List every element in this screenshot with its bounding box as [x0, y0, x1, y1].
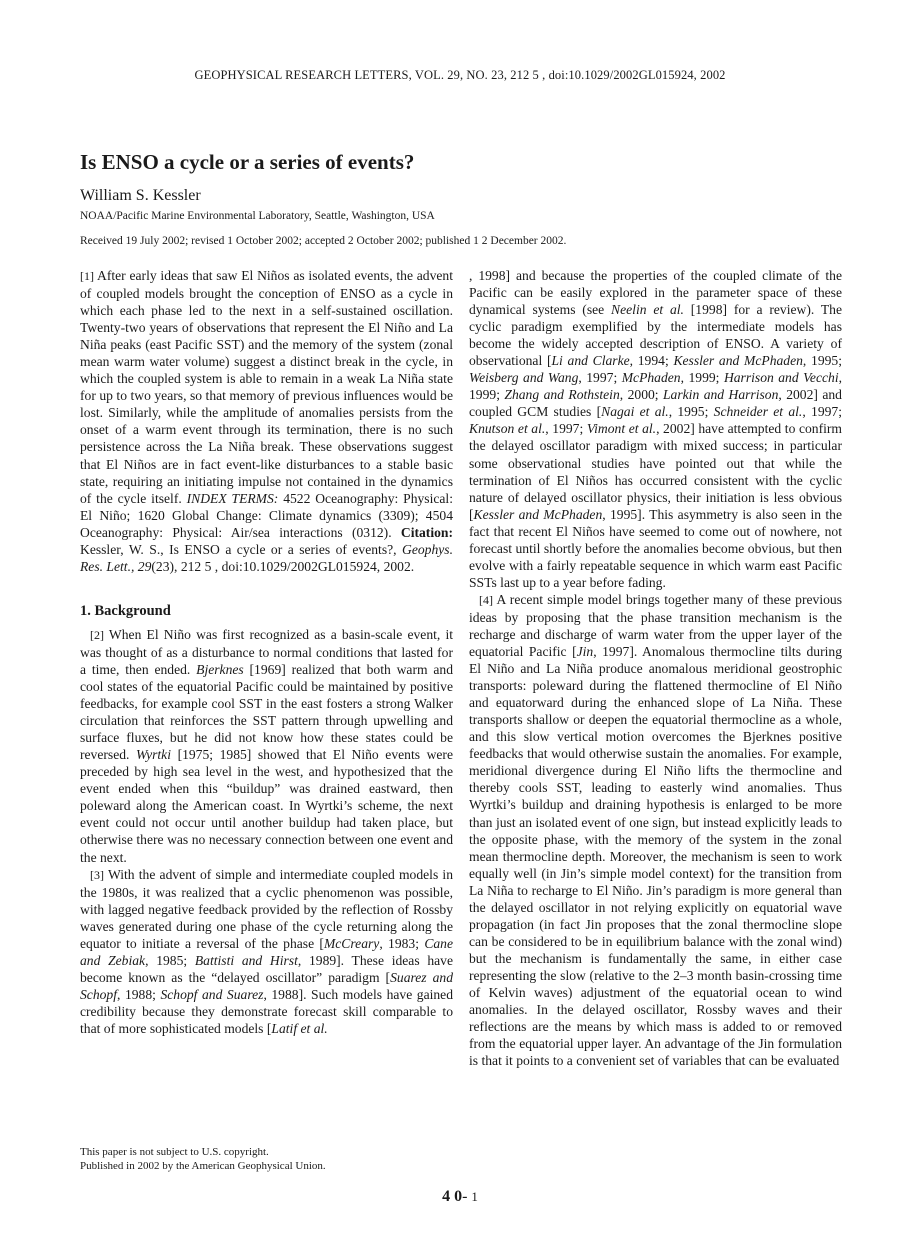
text-run: , 1988]. Such models have gained credibility because they demonstrate forecast skill comparable to that of more sophisticated models [: [80, 986, 454, 1036]
citation: Kessler and McPhaden: [473, 506, 603, 522]
section-heading: 1. Background: [80, 602, 171, 619]
citation: Schneider et al.: [713, 404, 803, 420]
page-number: [0, 1188, 920, 1206]
text-run: , 1997;: [802, 404, 842, 420]
text-run: , 1995]. This asymmetry is also seen in the fact that recent El Niños have seemed to come out of nowhere, not forecast until shortly before the anomalies become obvious, but then evolve with a fairly repeatable sequence in which warm east Pacific SSTs last up to a year before fading.: [469, 506, 842, 590]
citation: Nagai et al.: [601, 404, 669, 420]
copyright-footnote: [80, 1146, 326, 1173]
text-run: , 1989]. These ideas have become known as the “delayed oscillator” paradigm [: [80, 952, 453, 985]
citation: Larkin and Harrison: [663, 387, 779, 403]
citation-volume: 29: [137, 558, 152, 574]
text-run: [1975; 1985] showed that El Niño events were preceded by high sea level in the west, and hypothesized that the event ended when this “buildup” was drained eastward, then poleward along the American coast. In Wyrtki’s scheme, the next event could not occur until another buildup had taken place, but otherwise there was no necessary connection between one event and the next.: [80, 747, 453, 865]
paragraph-number: [3]: [90, 867, 104, 882]
text-run: With the advent of simple and intermediate coupled models in the 1980s, it was realized that a cyclic phenomenon was possible, with lagged negative feedback provided by the reflection of Rossby waves generated during one phase of the cycle returning along the equator to initiate a reversal of the phase [: [80, 866, 453, 951]
citation: Vimont et al.: [586, 421, 657, 437]
citation: Jin: [576, 644, 594, 660]
citation: Bjerknes: [196, 661, 244, 677]
citation: Weisberg and Wang: [469, 370, 579, 386]
text-run: , 1988;: [117, 986, 156, 1002]
page-number-sub: 1: [471, 1189, 478, 1204]
citation: Latif et al.: [271, 1020, 328, 1036]
citation: McCreary: [323, 935, 380, 951]
text-run: , 1999;: [680, 370, 720, 386]
paragraph-number: [4]: [479, 592, 493, 607]
text-run: , 1998] and because the properties of the coupled climate of the Pacific can be easily explored in the parameter space of these dynamical systems (see: [469, 268, 842, 318]
index-terms: 4522 Oceanography: Physical: El Niño; 1620 Global Change: Climate dynamics (3309); 4504 Oceanography: Physical: Air/sea interactions (0312).: [80, 490, 453, 540]
paragraph-number: [2]: [90, 627, 104, 642]
text-run: , 1995;: [668, 404, 709, 420]
citation: Li and Clarke: [551, 353, 630, 369]
text-run: , 2000;: [619, 387, 659, 403]
footnote-line: This paper is not subject to U.S. copyright.: [80, 1146, 269, 1158]
page-number-sep: -: [462, 1188, 468, 1205]
citation: Knutson et al.: [469, 421, 546, 437]
author-affiliation: NOAA/Pacific Marine Environmental Laboratory, Seattle, Washington, USA: [80, 210, 435, 222]
citation-text: Kessler, W. S., Is ENSO a cycle or a series of events?,: [80, 541, 397, 557]
paragraph-number: [1]: [80, 269, 94, 283]
text-run: , 1983;: [379, 935, 419, 951]
text-run: , 1997;: [545, 421, 584, 437]
text-run: , 2002] have attempted to confirm the delayed oscillator paradigm with mixed success; in particular some observational studies have pointed out that while the termination of El Niños has occurred consistent with the cyclic nature of delayed oscillator physics, their initiation is less obvious [: [469, 421, 842, 522]
article-title: Is ENSO a cycle or a series of events?: [80, 150, 415, 174]
left-column: [80, 267, 453, 1037]
citation-journal: Geophys. Res. Lett.,: [80, 541, 453, 574]
paragraph-4: [469, 591, 842, 1069]
citation: Battisti and Hirst: [194, 952, 298, 968]
page-number-main: 4 0: [442, 1188, 463, 1205]
text-run: , 2002] and coupled GCM studies [: [469, 387, 842, 420]
text-run: [1998] for a review). The cyclic paradigm exemplified by the intermediate models has become the widely accepted description of ENSO. A variety of observational [: [469, 302, 842, 369]
citation: McPhaden: [621, 370, 681, 386]
citation: Harrison and Vecchi: [723, 370, 839, 386]
citation: Neelin et al.: [611, 302, 684, 318]
citation: Wyrtki: [136, 747, 171, 763]
citation: Schopf and Suarez: [160, 986, 264, 1002]
paragraph-2: [80, 626, 453, 866]
text-run: , 1997]. Anomalous thermocline tilts during El Niño and La Niña produce anomalous meridional geostrophic transports: poleward during the flattened thermocline of El Niño and equatorward during the enhanced slope of La Niña. These transports shallow or deepen the equatorial thermocline as a whole, and this slow vertical motion overcomes the Bjerknes positive feedbacks that would otherwise sustain the anomalies. For example, meridional divergence during El Niño lifts the thermocline and thereby cools SST, leading to easterly wind anomalies. Thus Wyrtki’s buildup and draining hypothesis is enlarged to be more than just an isolated event of one sign, but instead explicitly leads to the opposite phase, with the memory of the system in the zonal mean thermocline depth. Moreover, the mechanism is seen to work equally well (in Jin’s simple model context) for the transition from La Niña to recharge to El Niño. Jin’s paradigm is more general than the delayed oscillator in not relying explicitly on equatorial wave propagation (in fact Jin proposes that the zonal thermocline slope can be considered to be in equilibrium balance with the zonal wind) but the mechanism is fundamentally the same, in either case representing the slow (relative to the 2–3 month basin-crossing time of Kelvin waves) adjustment of the equatorial ocean to wind anomalies. In the delayed oscillator, Rossby waves and their reflections are the means by which mass is added to or removed from the equatorial upper layer. An advantage of the Jin formulation is that it points to a convenient set of variables that can be evaluated: [469, 644, 842, 1069]
author-name: William S. Kessler: [80, 187, 201, 204]
text-run: , 1995;: [802, 353, 842, 369]
paragraph-3: [80, 866, 453, 1037]
citation-rest: (23), 212 5 , doi:10.1029/2002GL015924, 2002.: [151, 558, 415, 574]
abstract-text: After early ideas that saw El Niños as isolated events, the advent of coupled models brought the conception of ENSO as a cycle in which each phase led to the next in a self-sustained oscillation. Twenty-two years of observations that represent the El Niño and La Niña peaks (east Pacific SST) and the memory of the system (zonal mean warm water volume) suggest a distinct break in the cycle, in which the coupled system is able to remain in a weak La Niña state for up to two years, so that memory of previous influences would be lost. Similarly, while the amplitude of anomalies persists from the onset of a warm event through its termination, there is no such persistence across the La Niña break. These observations suggest that El Niños are in fact event-like disturbances to a stable basic state, requiring an initiating impulse not contained in the dynamics of the cycle itself.: [80, 268, 453, 506]
citation: Zhang and Rothstein: [504, 387, 620, 403]
received-dates: Received 19 July 2002; revised 1 October 2002; accepted 2 October 2002; published 1 2 December 2002.: [80, 235, 567, 247]
text-run: When El Niño was first recognized as a basin-scale event, it was thought of as a disturbance to normal conditions that lasted for a time, then ended.: [80, 626, 454, 677]
citation: Cane and Zebiak: [80, 935, 454, 968]
citation-label: Citation:: [400, 524, 453, 540]
text-run: , 1997;: [578, 370, 618, 386]
right-column: [469, 267, 842, 1069]
abstract: [80, 267, 453, 575]
text-run: , 1994;: [629, 353, 669, 369]
citation: Suarez and Schopf: [80, 969, 453, 1002]
text-run: [1969] realized that both warm and cool states of the equatorial Pacific could be maintained by positive feedbacks, for example cool SST in the east fosters a strong Walker circulation that reinforces the SST pattern through upwelling and surface fluxes, but he did not know how these states could be reversed.: [80, 661, 453, 763]
text-run: , 1999;: [469, 370, 843, 403]
paragraph-3-continued: [469, 267, 842, 591]
footnote-line: Published in 2002 by the American Geophysical Union.: [80, 1159, 326, 1172]
index-terms-label: INDEX TERMS:: [186, 490, 279, 506]
text-run: , 1985;: [145, 952, 188, 968]
text-run: A recent simple model brings together many of these previous ideas by proposing that the phase transition mechanism is the recharge and discharge of warm water from the upper layer of the equatorial Pacific [: [469, 591, 842, 660]
running-head: GEOPHYSICAL RESEARCH LETTERS, VOL. 29, NO. 23, 212 5 , doi:10.1029/2002GL015924, 2002: [194, 68, 726, 82]
citation: Kessler and McPhaden: [673, 353, 803, 369]
